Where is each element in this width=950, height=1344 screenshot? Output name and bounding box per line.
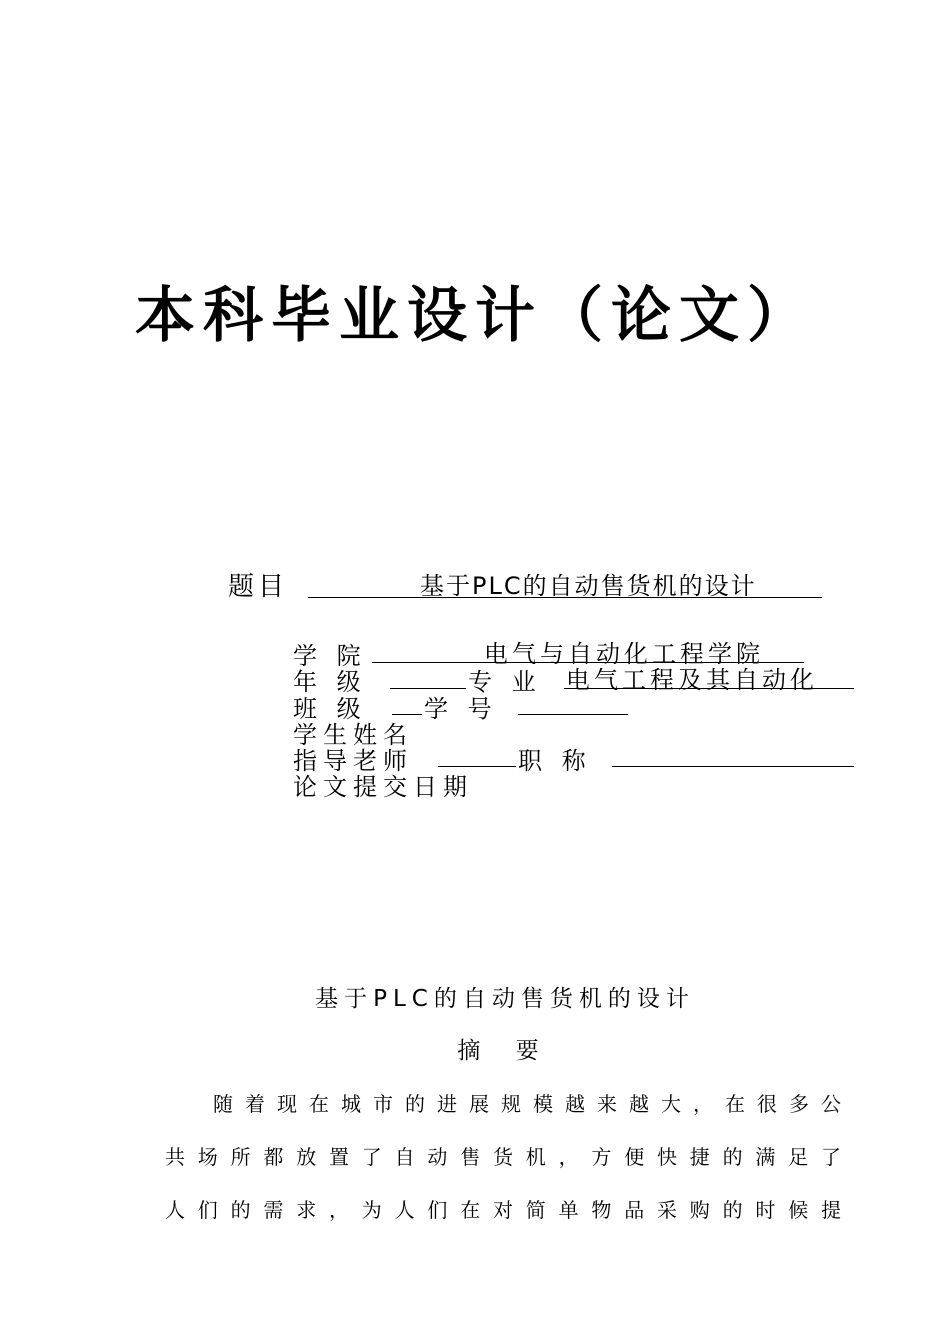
abstract-paragraph bbox=[165, 1088, 841, 1228]
grade-line bbox=[390, 660, 466, 689]
student-id-label: 学 号 bbox=[424, 695, 498, 723]
abstract-heading: 摘 要 bbox=[457, 1038, 553, 1064]
abstract-paper-title: 基于PLC的自动售货机的设计 bbox=[315, 986, 695, 1012]
college-label: 学 院 bbox=[293, 642, 367, 670]
advisor-label: 指导老师 bbox=[293, 747, 413, 775]
class-label: 班 级 bbox=[293, 695, 367, 723]
college-value: 电气与自动化工程学院 bbox=[484, 640, 764, 668]
major-line bbox=[564, 660, 854, 694]
abstract-line-1: 随 着 现 在 城 市 的 进 展 规 模 越 来 越 大 ， 在 很 多 公 bbox=[213, 1092, 841, 1116]
submit-date-label: 论文提交日期 bbox=[293, 773, 473, 801]
major-label: 专 业 bbox=[468, 668, 542, 696]
student-id-line bbox=[518, 686, 628, 715]
abstract-line-3: 人 们 的 需 求 ， 为 人 们 在 对 简 单 物 品 采 购 的 时 候 提 bbox=[165, 1198, 841, 1222]
class-line bbox=[392, 686, 422, 715]
title-rank-label: 职 称 bbox=[518, 747, 592, 775]
topic-label: 题目 bbox=[228, 572, 289, 602]
topic-value: 基于PLC的自动售货机的设计 bbox=[308, 566, 822, 598]
major-value: 电气工程及其自动化 bbox=[566, 666, 818, 694]
grade-label: 年 级 bbox=[293, 668, 367, 696]
abstract-line-2: 共 场 所 都 放 置 了 自 动 售 货 机 ， 方 便 快 捷 的 满 足 了 bbox=[165, 1145, 841, 1169]
advisor-line bbox=[438, 738, 516, 767]
main-title: 本科毕业设计（论文） bbox=[135, 281, 815, 351]
student-name-label: 学生姓名 bbox=[293, 721, 413, 749]
title-rank-line bbox=[612, 738, 854, 767]
college-line bbox=[372, 634, 804, 668]
